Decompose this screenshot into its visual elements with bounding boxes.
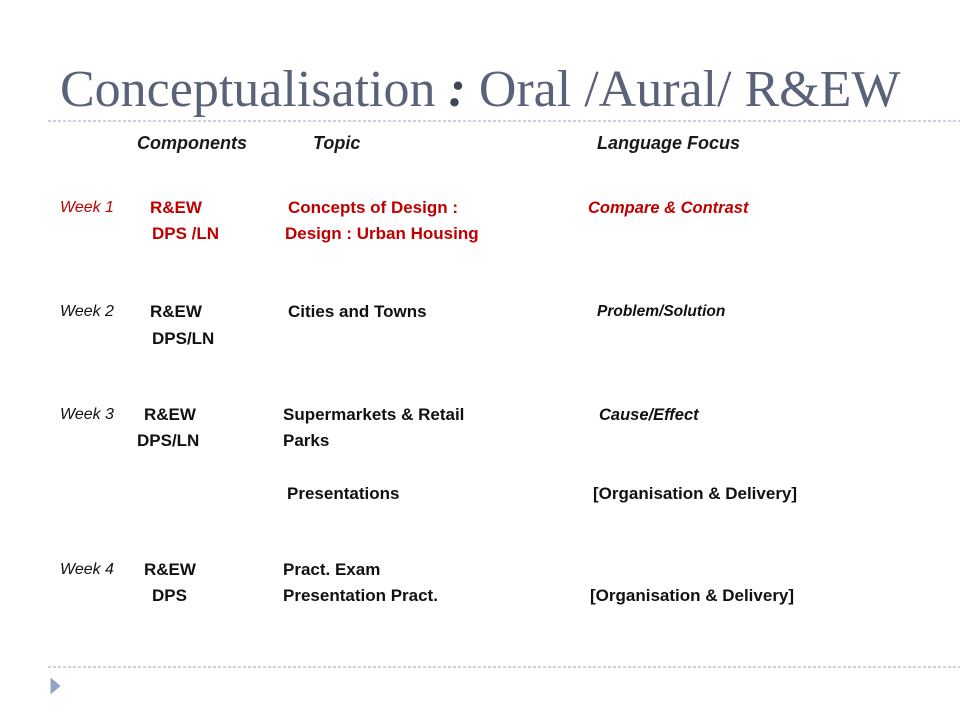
- component-cell: DPS: [152, 586, 187, 605]
- language-focus-cell: Cause/Effect: [599, 406, 699, 424]
- title-rest: Oral /Aural/ R&EW: [478, 61, 901, 118]
- week-label: Week 3: [60, 406, 114, 423]
- week-label: Week 1: [60, 199, 114, 216]
- bottom-divider: [48, 666, 960, 668]
- topic-cell: Parks: [283, 431, 330, 450]
- title-main: Conceptualisation: [60, 61, 436, 118]
- component-cell: R&EW: [144, 405, 196, 424]
- topic-cell: Presentations: [287, 484, 400, 503]
- component-cell: R&EW: [144, 560, 196, 579]
- topic-cell: Presentation Pract.: [283, 586, 438, 605]
- topic-cell: Pract. Exam: [283, 560, 381, 579]
- component-cell: R&EW: [150, 302, 202, 321]
- title-colon: :: [448, 61, 466, 118]
- language-focus-cell: [Organisation & Delivery]: [593, 484, 798, 503]
- header-language-focus: Language Focus: [597, 133, 741, 153]
- slide-title: [60, 59, 900, 121]
- component-cell: DPS/LN: [152, 329, 215, 348]
- language-focus-cell: Problem/Solution: [597, 303, 726, 320]
- language-focus-cell: Compare & Contrast: [588, 199, 749, 217]
- language-focus-cell: [Organisation & Delivery]: [590, 586, 795, 605]
- topic-cell: Design : Urban Housing: [285, 224, 479, 243]
- header-components: Components: [137, 133, 247, 153]
- top-divider: [48, 120, 960, 122]
- header-topic: Topic: [313, 133, 361, 153]
- component-cell: DPS/LN: [137, 431, 200, 450]
- topic-cell: Supermarkets & Retail: [283, 405, 465, 424]
- right-triangle-bullet-icon: [50, 677, 61, 695]
- topic-cell: Concepts of Design :: [288, 198, 459, 217]
- week-label: Week 4: [60, 561, 114, 578]
- topic-cell: Cities and Towns: [288, 302, 427, 321]
- component-cell: R&EW: [150, 198, 202, 217]
- week-label: Week 2: [60, 303, 114, 320]
- component-cell: DPS /LN: [152, 224, 220, 243]
